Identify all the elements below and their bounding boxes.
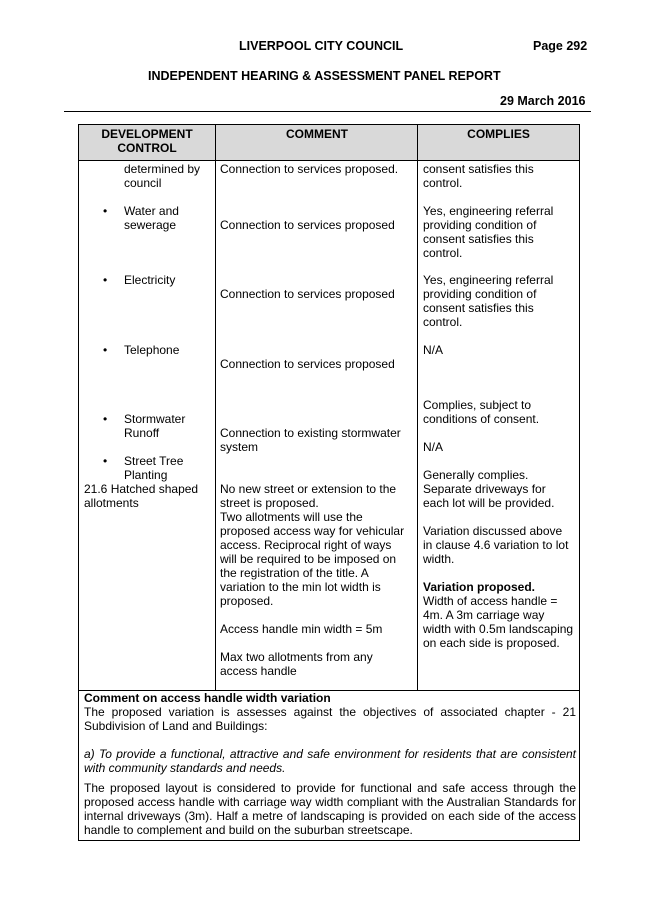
- comment-title: Comment on access handle width variation: [84, 691, 331, 705]
- header-rule: [64, 111, 591, 112]
- col-head-comment: COMMENT: [286, 127, 348, 141]
- bullet: •: [103, 412, 108, 426]
- bullet: •: [103, 454, 108, 468]
- council-name: LIVERPOOL CITY COUNCIL: [239, 39, 404, 53]
- page-number: Page 292: [533, 39, 588, 53]
- comment-paragraph: The proposed variation is assesses against the objectives of associated chapter - 21 Subdivision of Land and Buildings:: [84, 705, 576, 733]
- col-head-development-control: DEVELOPMENT CONTROL: [101, 127, 193, 155]
- column-divider: [215, 125, 216, 690]
- bullet: •: [103, 204, 108, 218]
- bullet: •: [103, 343, 108, 357]
- bullet: •: [103, 273, 108, 287]
- col-head-complies: COMPLIES: [467, 127, 530, 141]
- report-date: 29 March 2016: [500, 94, 586, 108]
- comment-paragraph: The proposed layout is considered to provide for functional and safe access through the proposed access handle with carriage way width compliant with the Australian Standards for internal driveways (3m). Half a metre of landscaping is provided on each side of the access handle to complement and build on the suburban streetscape.: [84, 781, 576, 837]
- comment-objective: a) To provide a functional, attractive and safe environment for residents that are consistent with community standards and needs.: [84, 747, 576, 775]
- report-title: INDEPENDENT HEARING & ASSESSMENT PANEL REPORT: [148, 69, 501, 83]
- development-control-table: DEVELOPMENT CONTROL COMMENT COMPLIES determined by council Connection to services proposed. consent satisfies this control. • Water and sewerage Connection to services proposed Yes, engineering referral providing condition of consent satisfies this control. • Electricity Connection to services proposed Yes, engineering referral providing condition of consent satisfies this control. • Telephone Connection to services proposed N/A • Stormwater Runoff Connection to existing stormwater system Complies, subject to conditions of consent. N/A • Street Tree Planting Generally complies. Separate driveways for each lot will be provided. 21.6 Hatched shaped allotments No new street or extension to the street is proposed. Two allotments will use the proposed access way for vehicular access. Reciprocal right of ways will be required to be imposed on the registration of the title. A variation to the min lot width is proposed. Access handle min width = 5m Max two allotments from any access handle Variation discussed above in clause 4.6 variation to lot width. Variation proposed. Width of access handle = 4m. A 3m carriage way width with 0.5m landscaping on each side is proposed. Comment on access handle width variation The proposed variation is assesses against the objectives of associated chapter - 21 Subdivision of Land and Buildings: a) To provide a functional, attractive and safe environment for residents that are consistent with community standards and needs. The proposed layout is considered to provide for functional and safe access through the proposed access handle with carriage way width compliant with the Australian Standards for internal driveways (3m). Half a metre of landscaping is provided on each side of the access handle to complement and build on the suburban streetscape.: [78, 124, 580, 841]
- column-divider: [417, 125, 418, 690]
